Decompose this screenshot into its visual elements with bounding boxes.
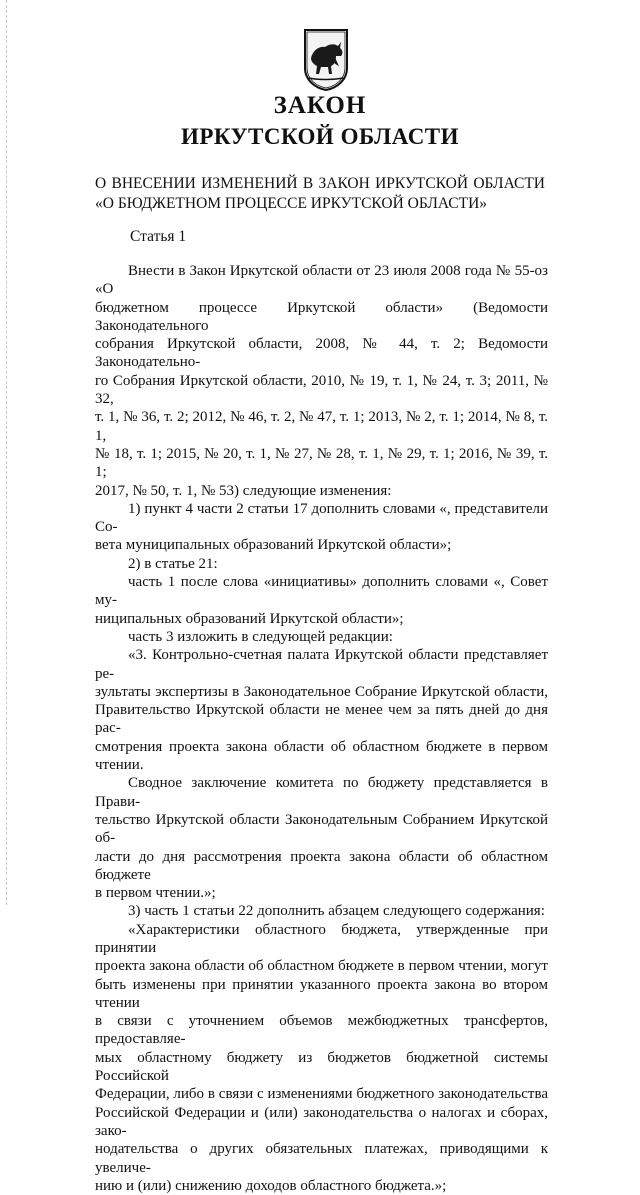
body-line: Правительство Иркутской области не менее чем за пять дней до дня рас- xyxy=(95,702,548,737)
document-subtitle: ИРКУТСКОЙ ОБЛАСТИ xyxy=(180,124,460,149)
body-line: ниципальных образований Иркутской области»; xyxy=(95,610,404,627)
body-line: быть изменены при принятии указанного проекта закона во втором чтении xyxy=(95,976,548,1011)
body-line: вета муниципальных образований Иркутской области»; xyxy=(95,537,452,554)
body-line: го Собрания Иркутской области, 2010, № 19, т. 1, № 24, т. 3; 2011, № 32, xyxy=(95,372,548,408)
body-line: мых областному бюджету из бюджетов бюджетной системы Российской xyxy=(95,1049,548,1085)
article-number: Статья 1 xyxy=(130,228,187,245)
body-line: «Характеристики областного бюджета, утвержденные при принятии xyxy=(95,921,548,956)
body-line: в первом чтении.»; xyxy=(95,885,216,902)
body-line: тельство Иркутской области Законодательным Собранием Иркутской об- xyxy=(95,811,548,847)
body-line: Сводное заключение комитета по бюджету представляется в Прави- xyxy=(95,775,548,810)
body-line: ласти до дня рассмотрения проекта закона области об областном бюджете xyxy=(95,848,548,883)
body-line: 1) пункт 4 части 2 статьи 17 дополнить словами «, представители Со- xyxy=(95,500,548,536)
body-line: т. 1, № 36, т. 2; 2012, № 46, т. 2, № 47, т. 1; 2013, № 2, т. 1; 2014, № 8, т. 1, xyxy=(95,409,548,444)
body-line: часть 3 изложить в следующей редакции: xyxy=(128,628,393,645)
body-line: бюджетном процессе Иркутской области» (Ведомости Законодательного xyxy=(95,299,548,334)
body-line: 3) часть 1 статьи 22 дополнить абзацем следующего содержания: xyxy=(128,903,545,920)
body-line: нию и (или) снижению доходов областного бюджета.»; xyxy=(95,1177,447,1194)
law-heading: О ВНЕСЕНИИ ИЗМЕНЕНИЙ В ЗАКОН ИРКУТСКОЙ ОБЛАСТИ «О БЮДЖЕТНОМ ПРОЦЕССЕ ИРКУТСКОЙ ОБЛАСТИ» xyxy=(95,175,545,212)
body-line: № 18, т. 1; 2015, № 20, т. 1, № 27, № 28, т. 1, № 29, т. 1; 2016, № 39, т. 1; xyxy=(95,445,548,481)
body-line: Внести в Закон Иркутской области от 23 июля 2008 года № 55-оз «О xyxy=(95,263,548,298)
body-line: «3. Контрольно-счетная палата Иркутской области представляет ре- xyxy=(95,647,548,682)
body-line: нодательства о других обязательных платежах, приводящими к увеличе- xyxy=(95,1141,548,1176)
body-line: в связи с уточнением объемов межбюджетных трансфертов, предоставляе- xyxy=(95,1013,548,1048)
body-line: проекта закона области об областном бюджете в первом чтении, могут xyxy=(95,958,548,975)
body-line: 2) в статье 21: xyxy=(128,555,218,572)
body-line: Российской Федерации и (или) законодательства о налогах и сборах, зако- xyxy=(95,1104,548,1139)
document-title: ЗАКОН xyxy=(273,92,367,119)
body-line: Федерации, либо в связи с изменениями бюджетного законодательства xyxy=(95,1086,548,1103)
body-line: собрания Иркутской области, 2008, № 44, т. 2; Ведомости Законодательно- xyxy=(95,336,548,371)
body-line: зультаты экспертизы в Законодательное Собрание Иркутской области, xyxy=(95,683,548,700)
article-body xyxy=(95,262,548,1195)
coat-of-arms-icon xyxy=(303,28,349,92)
body-line: часть 1 после слова «инициативы» дополнить словами «, Совет му- xyxy=(95,574,548,609)
body-line: 2017, № 50, т. 1, № 53) следующие изменения: xyxy=(95,482,392,499)
body-line: смотрения проекта закона области об областном бюджете в первом чтении. xyxy=(95,738,548,774)
